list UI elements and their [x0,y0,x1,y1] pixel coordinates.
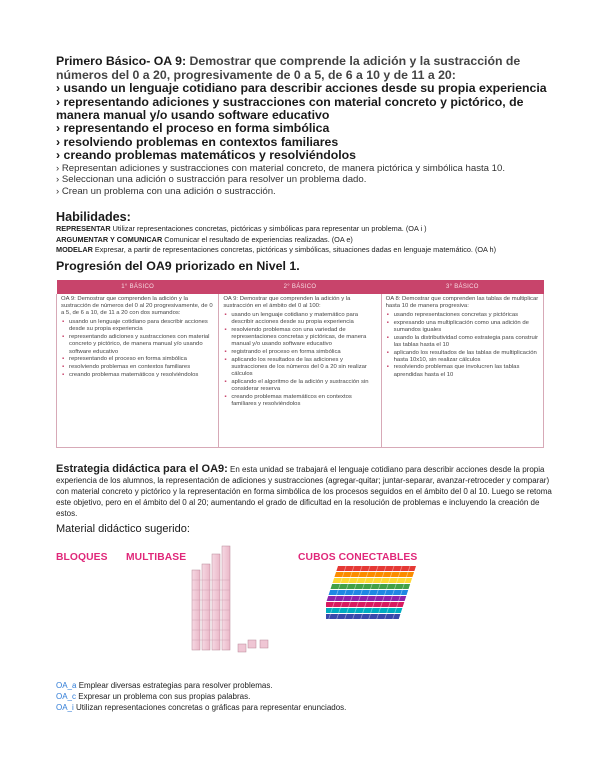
estrategia-text: En esta unidad se trabajará el lenguaje cotidiano para describir acciones desde la propia experiencia de los alumnos, la representación de adiciones y sustracciones (agregar-quitar; juntar-separar, avanzar-retroceder y comparar) con material concreto y pictórico y la representación en forma simbólica de los procesos seguidos en el ámbito del 0 al 10. Luego se retoma este objetivo, pero en el ámbito del 0 al 20; aumentando el grado de dificultad en la resolución de problemas e incluyendo la creación de estos. [56,464,552,518]
cell-item: ▪ registrando el proceso en forma simbólica [231,349,376,356]
column-cell-1-basico [57,294,219,448]
habilidad-key: REPRESENTAR [56,224,111,234]
oa-list-item [56,680,556,691]
column-header: 2° BÁSICO [219,280,381,294]
oa-heading-lead: Primero Básico- OA 9: [56,54,187,68]
habilidad-item [56,224,556,234]
progresion-heading: Progresión del OA9 priorizado en Nivel 1. [56,258,300,273]
oa-bullet-list [56,82,556,162]
cell-list [61,319,214,379]
habilidad-item [56,245,556,255]
cell-intro: OA 8: Demostrar que comprenden las tablas de multiplicar hasta 10 de manera progresiva: [385,295,539,309]
column-cell-2-basico [219,294,381,448]
base-ten-blocks-image [186,544,286,660]
cell-intro: OA 9: Demostrar que comprenden la adición y la sustracción en el ámbito del 0 al 100: [223,295,351,309]
habilidad-key: ARGUMENTAR Y COMUNICAR [56,234,163,244]
cell-list [223,312,376,408]
oa-heading-rest: Demostrar que comprende la adición y la sustracción de números del 0 a 20, progresivamente de 0 a 5, de 6 a 10 y de 11 a 20: [56,54,521,82]
cell-item: ▪ creando problemas matemáticos en contextos familiares y resolviéndolos [231,394,376,408]
cell-item: ▪ representando adiciones y sustracciones con material concreto y pictórico, de manera manual y/o usando software educativo [69,334,214,356]
column-header: 3° BÁSICO [381,280,543,294]
cell-item: ▪ aplicando el algoritmo de la adición y sustracción sin considerar reserva [231,379,376,393]
cell-item: ▪ representando el proceso en forma simbólica [69,356,214,363]
oa-bullet: › representando el proceso en forma simbólica [56,121,330,136]
column-header: 1° BÁSICO [57,280,219,294]
indicator-item: › Representan adiciones y sustracciones con material concreto, de manera pictórica y simbólica hasta 10. [56,162,505,174]
habilidad-text: Utilizar representaciones concretas, pictóricas y simbólicas para representar un problema. (OA i ) [110,224,427,234]
oa-list-item [56,702,556,713]
oa-list-text: Expresar un problema con sus propias palabras. [76,692,251,702]
estrategia-paragraph [56,464,556,519]
cell-item: ▪ usando la distributividad como estrategia para construir las tablas hasta el 10 [394,335,539,349]
oa-bullet: › creando problemas matemáticos y resolviéndolos [56,148,357,163]
cell-item: ▪ aplicando los resultados de las tablas de multiplicación hasta 10x10, sin realizar cálculos [394,350,539,364]
indicator-item: › Crean un problema con una adición o sustracción. [56,185,276,197]
habilidad-item [56,235,556,245]
oa-code: OA_a [56,680,77,690]
oa-code: OA_c [56,692,77,702]
cell-item: ▪ resolviendo problemas en contextos familiares [69,364,214,371]
oa-code: OA_i [56,703,74,713]
oa-list-text: Emplear diversas estrategias para resolver problemas. [76,680,273,690]
indicator-list [56,163,556,198]
oa-list-text: Utilizan representaciones concretas o gráficas para representar enunciados. [73,703,347,713]
oa-actitud-list [56,680,556,714]
cell-item: ▪ usando representaciones concretas y pictóricas [394,312,539,319]
habilidad-text: Expresar, a partir de representaciones concretas, pictóricas y simbólicas, situaciones dadas en lenguaje matemático. (OA h) [92,245,497,255]
connecting-cubes-image [326,566,416,624]
indicator-item: › Seleccionan una adición o sustracción para resolver un problema dado. [56,174,367,186]
cell-item: ▪ expresando una multiplicación como una adición de sumandos iguales [394,320,539,334]
cell-item: ▪ resolviendo problemas que involucren las tablas aprendidas hasta el 10 [394,364,539,378]
material-illustrations [56,544,556,674]
cell-list [386,312,539,379]
cell-item: ▪ resolviendo problemas con una variedad de representaciones concretas y pictóricas, de manera manual y/o usando software educativo [231,327,376,349]
cell-item: ▪ creando problemas matemáticos y resolviéndolos [69,372,214,379]
oa-bullet: › resolviendo problemas en contextos familiares [56,134,339,149]
cell-item: ▪ aplicando los resultados de las adiciones y sustracciones de los números del 0 a 20 sin realizar cálculos [231,357,376,379]
habilidad-key: MODELAR [56,245,93,255]
estrategia-label: Estrategia didáctica para el OA9: [56,462,228,475]
multibase-label: MULTIBASE [126,551,187,563]
document-page [56,55,556,714]
bloques-label: BLOQUES [56,551,108,563]
oa-list-item [56,691,556,702]
material-heading: Material didáctico sugerido: [56,522,190,535]
column-cell-3-basico [381,294,543,448]
habilidad-text: Comunicar el resultado de experiencias realizadas. (OA e) [162,234,353,244]
cell-intro: OA 9: Demostrar que comprenden la adición y la sustracción de números del 0 al 20 progresivamente, de 0 a 5, de 6 a 10, de 11 a 20 con dos sumandos: [61,295,213,317]
progresion-table [56,280,544,448]
oa-heading [56,55,556,82]
cell-item: ▪ usando un lenguaje cotidiano y matemático para describir acciones desde su propia experiencia [231,312,376,326]
habilidades-heading: Habilidades: [56,210,131,225]
oa-bullet: › representando adiciones y sustracciones con material concreto y pictórico, de manera manual y/o usando software educativo [56,94,524,122]
cell-item: ▪ usando un lenguaje cotidiano para describir acciones desde su propia experiencia [69,319,214,333]
oa-bullet: › usando un lenguaje cotidiano para describir acciones desde su propia experiencia [56,81,547,96]
cubos-conectables-label: CUBOS CONECTABLES [298,551,418,563]
